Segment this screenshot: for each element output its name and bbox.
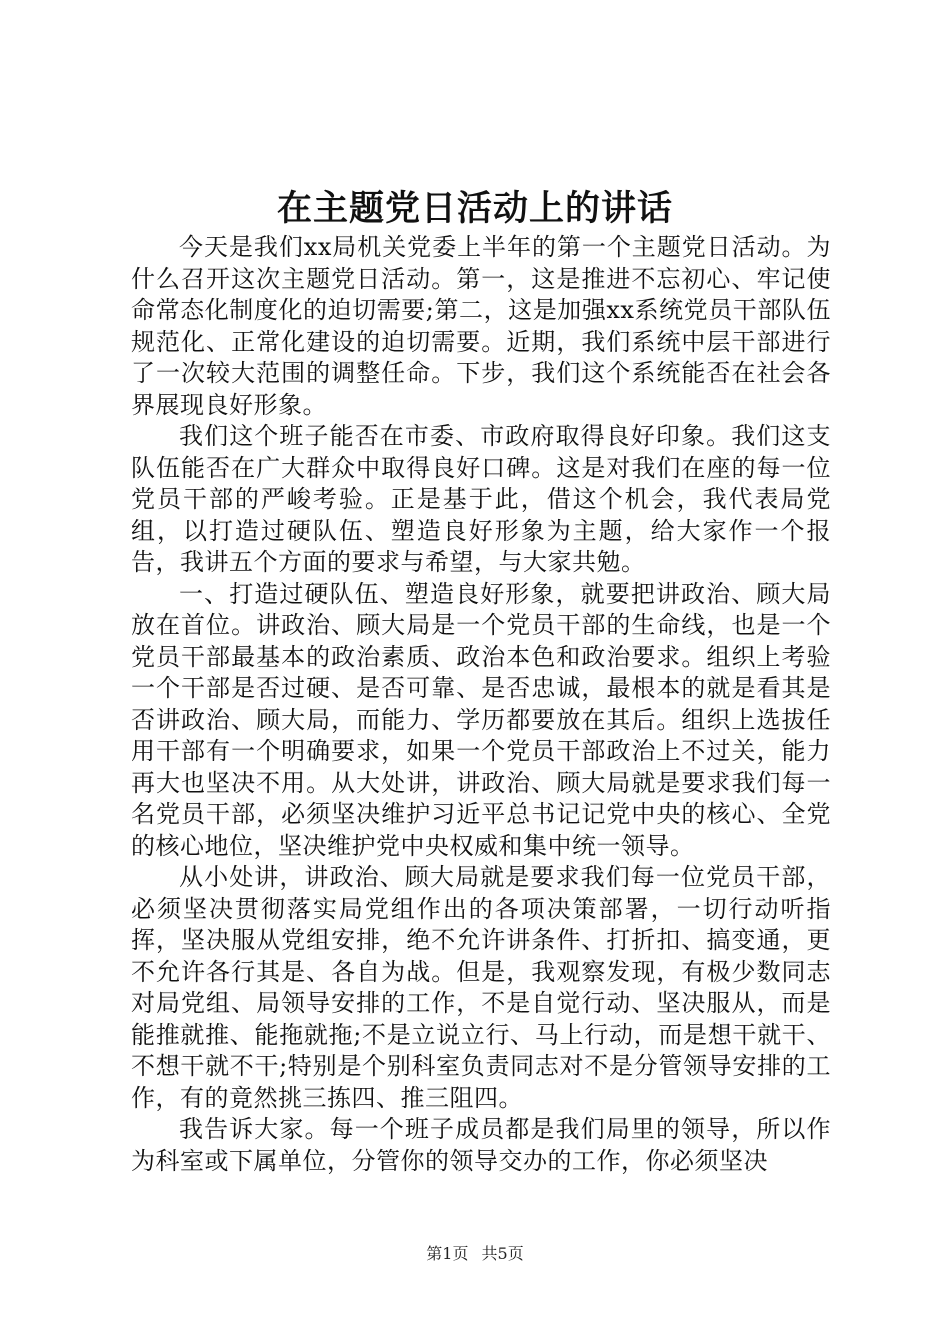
page-footer	[0, 1243, 950, 1265]
paragraph: 今天是我们xx局机关党委上半年的第一个主题党日活动。为什么召开这次主题党日活动。第一，这是推进不忘初心、牢记使命常态化制度化的迫切需要;第二，这是加强xx系统党员干部队伍规范化、正常化建设的迫切需要。近期，我们系统中层干部进行了一次较大范围的调整任命。下步，我们这个系统能否在社会各界展现良好形象。	[131, 233, 831, 419]
paragraph: 我们这个班子能否在市委、市政府取得良好印象。我们这支队伍能否在广大群众中取得良好口碑。这是对我们在座的每一位党员干部的严峻考验。正是基于此，借这个机会，我代表局党组，以打造过硬队伍、塑造良好形象为主题，给大家作一个报告，我讲五个方面的要求与希望，与大家共勉。	[131, 422, 831, 576]
paragraph: 我告诉大家。每一个班子成员都是我们局里的领导，所以作为科室或下属单位，分管你的领导交办的工作，你必须坚决	[131, 1115, 831, 1175]
page-number: 第1页	[426, 1244, 469, 1263]
page-total: 共5页	[481, 1244, 524, 1263]
document-title: 在主题党日活动上的讲话	[276, 188, 673, 229]
paragraph: 一、打造过硬队伍、塑造良好形象，就要把讲政治、顾大局放在首位。讲政治、顾大局是一个党员干部的生命线，也是一个党员干部最基本的政治素质、政治本色和政治要求。组织上考验一个干部是否过硬、是否可靠、是否忠诚，最根本的就是看其是否讲政治、顾大局，而能力、学历都要放在其后。组织上选拔任用干部有一个明确要求，如果一个党员干部政治上不过关，能力再大也坚决不用。从大处讲，讲政治、顾大局就是要求我们每一名党员干部，必须坚决维护习近平总书记记党中央的核心、全党的核心地位，坚决维护党中央权威和集中统一领导。	[131, 579, 831, 860]
document-body	[131, 232, 831, 1177]
paragraph: 从小处讲，讲政治、顾大局就是要求我们每一位党员干部，必须坚决贯彻落实局党组作出的各项决策部署，一切行动听指挥，坚决服从党组安排，绝不允许讲条件、打折扣、搞变通，更不允许各行其是、各自为战。但是，我观察发现，有极少数同志对局党组、局领导安排的工作，不是自觉行动、坚决服从，而是能推就推、能拖就拖;不是立说立行、马上行动，而是想干就干、不想干就不干;特别是个别科室负责同志对不是分管领导安排的工作，有的竟然挑三拣四、推三阻四。	[131, 863, 831, 1112]
